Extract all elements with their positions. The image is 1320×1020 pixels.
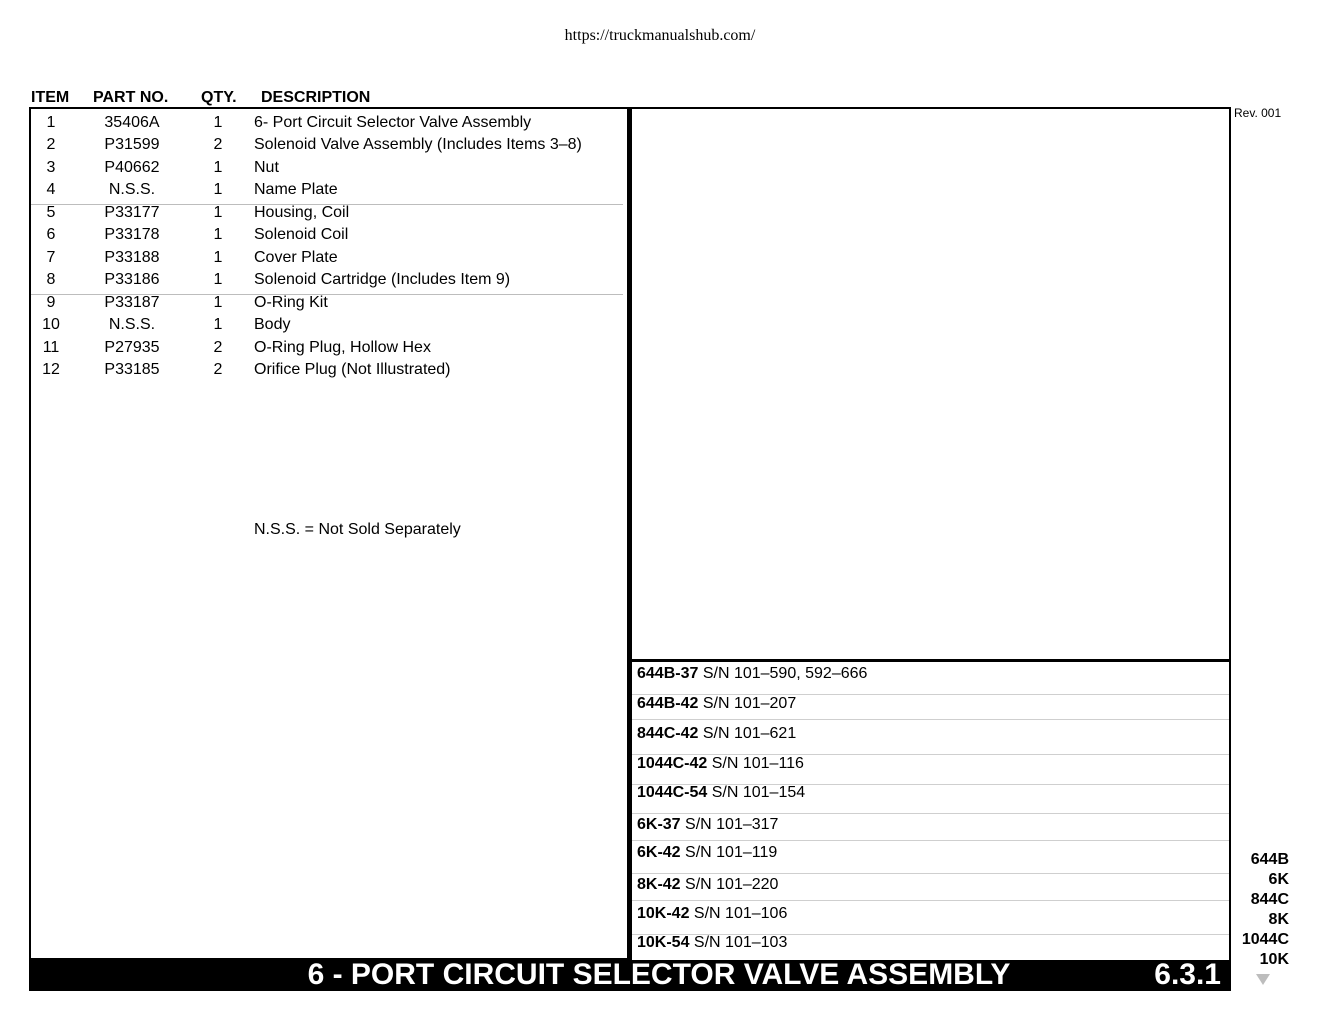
serial-range: S/N 101–116: [707, 755, 804, 772]
part-number: P33187: [104, 294, 160, 311]
model-index-item: 1044C: [1241, 931, 1289, 948]
description: Body: [254, 316, 291, 333]
item-number: 5: [46, 204, 56, 221]
description: Cover Plate: [254, 249, 338, 266]
model-index-item: 844C: [1250, 891, 1289, 908]
model-name: 1044C-42: [637, 755, 708, 772]
serial-range: S/N 101–317: [680, 816, 779, 833]
serial-row: [632, 725, 1229, 755]
parts-row: [31, 204, 627, 226]
serial-row: [632, 695, 1229, 720]
model-index-item: 644B: [1250, 851, 1289, 868]
part-number: P31599: [104, 136, 160, 153]
page-title: 6 - PORT CIRCUIT SELECTOR VALVE ASSEMBLY: [307, 958, 1011, 991]
quantity: 1: [213, 226, 223, 243]
section-number: 6.3.1: [1154, 958, 1221, 991]
serial-row: [632, 755, 1229, 785]
part-number: N.S.S.: [108, 316, 156, 333]
description: Solenoid Cartridge (Includes Item 9): [254, 271, 511, 288]
parts-list: [29, 107, 629, 960]
item-number: 1: [46, 114, 56, 131]
part-number: P27935: [104, 339, 160, 356]
serial-row: [632, 784, 1229, 814]
model-name: 10K-54: [637, 934, 690, 951]
description: 6- Port Circuit Selector Valve Assembly: [254, 114, 532, 131]
parts-row: [31, 114, 627, 136]
model-name: 644B-37: [637, 665, 699, 682]
serial-range: S/N 101–220: [680, 876, 779, 893]
item-number: 10: [42, 316, 60, 333]
serial-range: S/N 101–621: [698, 725, 797, 742]
serial-range: S/N 101–103: [689, 934, 788, 951]
part-number: P40662: [104, 159, 160, 176]
part-number: P33177: [104, 204, 160, 221]
parts-row: [31, 181, 627, 203]
column-header-item: ITEM: [31, 89, 70, 106]
item-number: 9: [46, 294, 56, 311]
model-name: 10K-42: [637, 905, 690, 922]
part-number: P33185: [104, 361, 160, 378]
parts-row: [31, 136, 627, 158]
serial-range: S/N 101–154: [707, 784, 806, 801]
serial-row: [632, 876, 1229, 901]
title-bar: [29, 960, 1231, 991]
part-number: N.S.S.: [108, 181, 156, 198]
item-number: 4: [46, 181, 56, 198]
description: Orifice Plug (Not Illustrated): [254, 361, 451, 378]
model-name: 844C-42: [637, 725, 699, 742]
model-name: 1044C-54: [637, 784, 708, 801]
quantity: 2: [213, 136, 223, 153]
parts-row: [31, 339, 627, 361]
model-name: 8K-42: [637, 876, 681, 893]
part-number: 35406A: [104, 114, 160, 131]
parts-row: [31, 316, 627, 338]
model-index-item: 8K: [1268, 911, 1289, 928]
quantity: 1: [213, 316, 223, 333]
nss-note: N.S.S. = Not Sold Separately: [254, 521, 461, 538]
column-header-qty: QTY.: [201, 89, 237, 106]
quantity: 1: [213, 249, 223, 266]
serial-range: S/N 101–207: [698, 695, 797, 712]
description: O-Ring Plug, Hollow Hex: [254, 339, 431, 356]
description: Name Plate: [254, 181, 338, 198]
description: Nut: [254, 159, 279, 176]
source-url: https://truckmanualshub.com/: [564, 27, 756, 44]
description: Solenoid Valve Assembly (Includes Items 3–8): [254, 136, 582, 153]
item-number: 2: [46, 136, 56, 153]
parts-row: [31, 271, 627, 293]
quantity: 1: [213, 159, 223, 176]
parts-row: [31, 226, 627, 248]
model-name: 644B-42: [637, 695, 699, 712]
part-number: P33188: [104, 249, 160, 266]
quantity: 1: [213, 204, 223, 221]
model-index-item: 10K: [1259, 951, 1289, 968]
serial-range: S/N 101–590, 592–666: [698, 665, 868, 682]
parts-row: [31, 294, 627, 316]
description: Solenoid Coil: [254, 226, 349, 243]
part-number: P33186: [104, 271, 160, 288]
item-number: 8: [46, 271, 56, 288]
item-number: 7: [46, 249, 56, 266]
quantity: 1: [213, 294, 223, 311]
serial-row: [632, 905, 1229, 935]
down-triangle-icon[interactable]: [1256, 974, 1270, 985]
item-number: 12: [42, 361, 60, 378]
serial-row: [632, 816, 1229, 841]
quantity: 1: [213, 114, 223, 131]
quantity: 2: [213, 361, 223, 378]
item-number: 6: [46, 226, 56, 243]
revision-label: Rev. 001: [1234, 106, 1282, 120]
column-header-part-no: PART NO.: [93, 89, 169, 106]
model-index-item: 6K: [1268, 871, 1289, 888]
model-name: 6K-37: [637, 816, 681, 833]
description: O-Ring Kit: [254, 294, 328, 311]
item-number: 3: [46, 159, 56, 176]
model-name: 6K-42: [637, 844, 681, 861]
part-number: P33178: [104, 226, 160, 243]
serial-range: S/N 101–106: [689, 905, 788, 922]
parts-row: [31, 361, 627, 383]
illustration-area: [629, 107, 1231, 662]
model-index: [1242, 850, 1289, 970]
parts-row: [31, 249, 627, 271]
serial-range: S/N 101–119: [680, 844, 778, 861]
parts-row: [31, 159, 627, 181]
quantity: 1: [213, 181, 223, 198]
quantity: 2: [213, 339, 223, 356]
quantity: 1: [213, 271, 223, 288]
description: Housing, Coil: [254, 204, 350, 221]
serial-row: [632, 844, 1229, 874]
column-header-description: DESCRIPTION: [261, 89, 371, 106]
item-number: 11: [42, 339, 60, 356]
serial-row: [632, 665, 1229, 695]
serial-number-table: [629, 659, 1231, 960]
